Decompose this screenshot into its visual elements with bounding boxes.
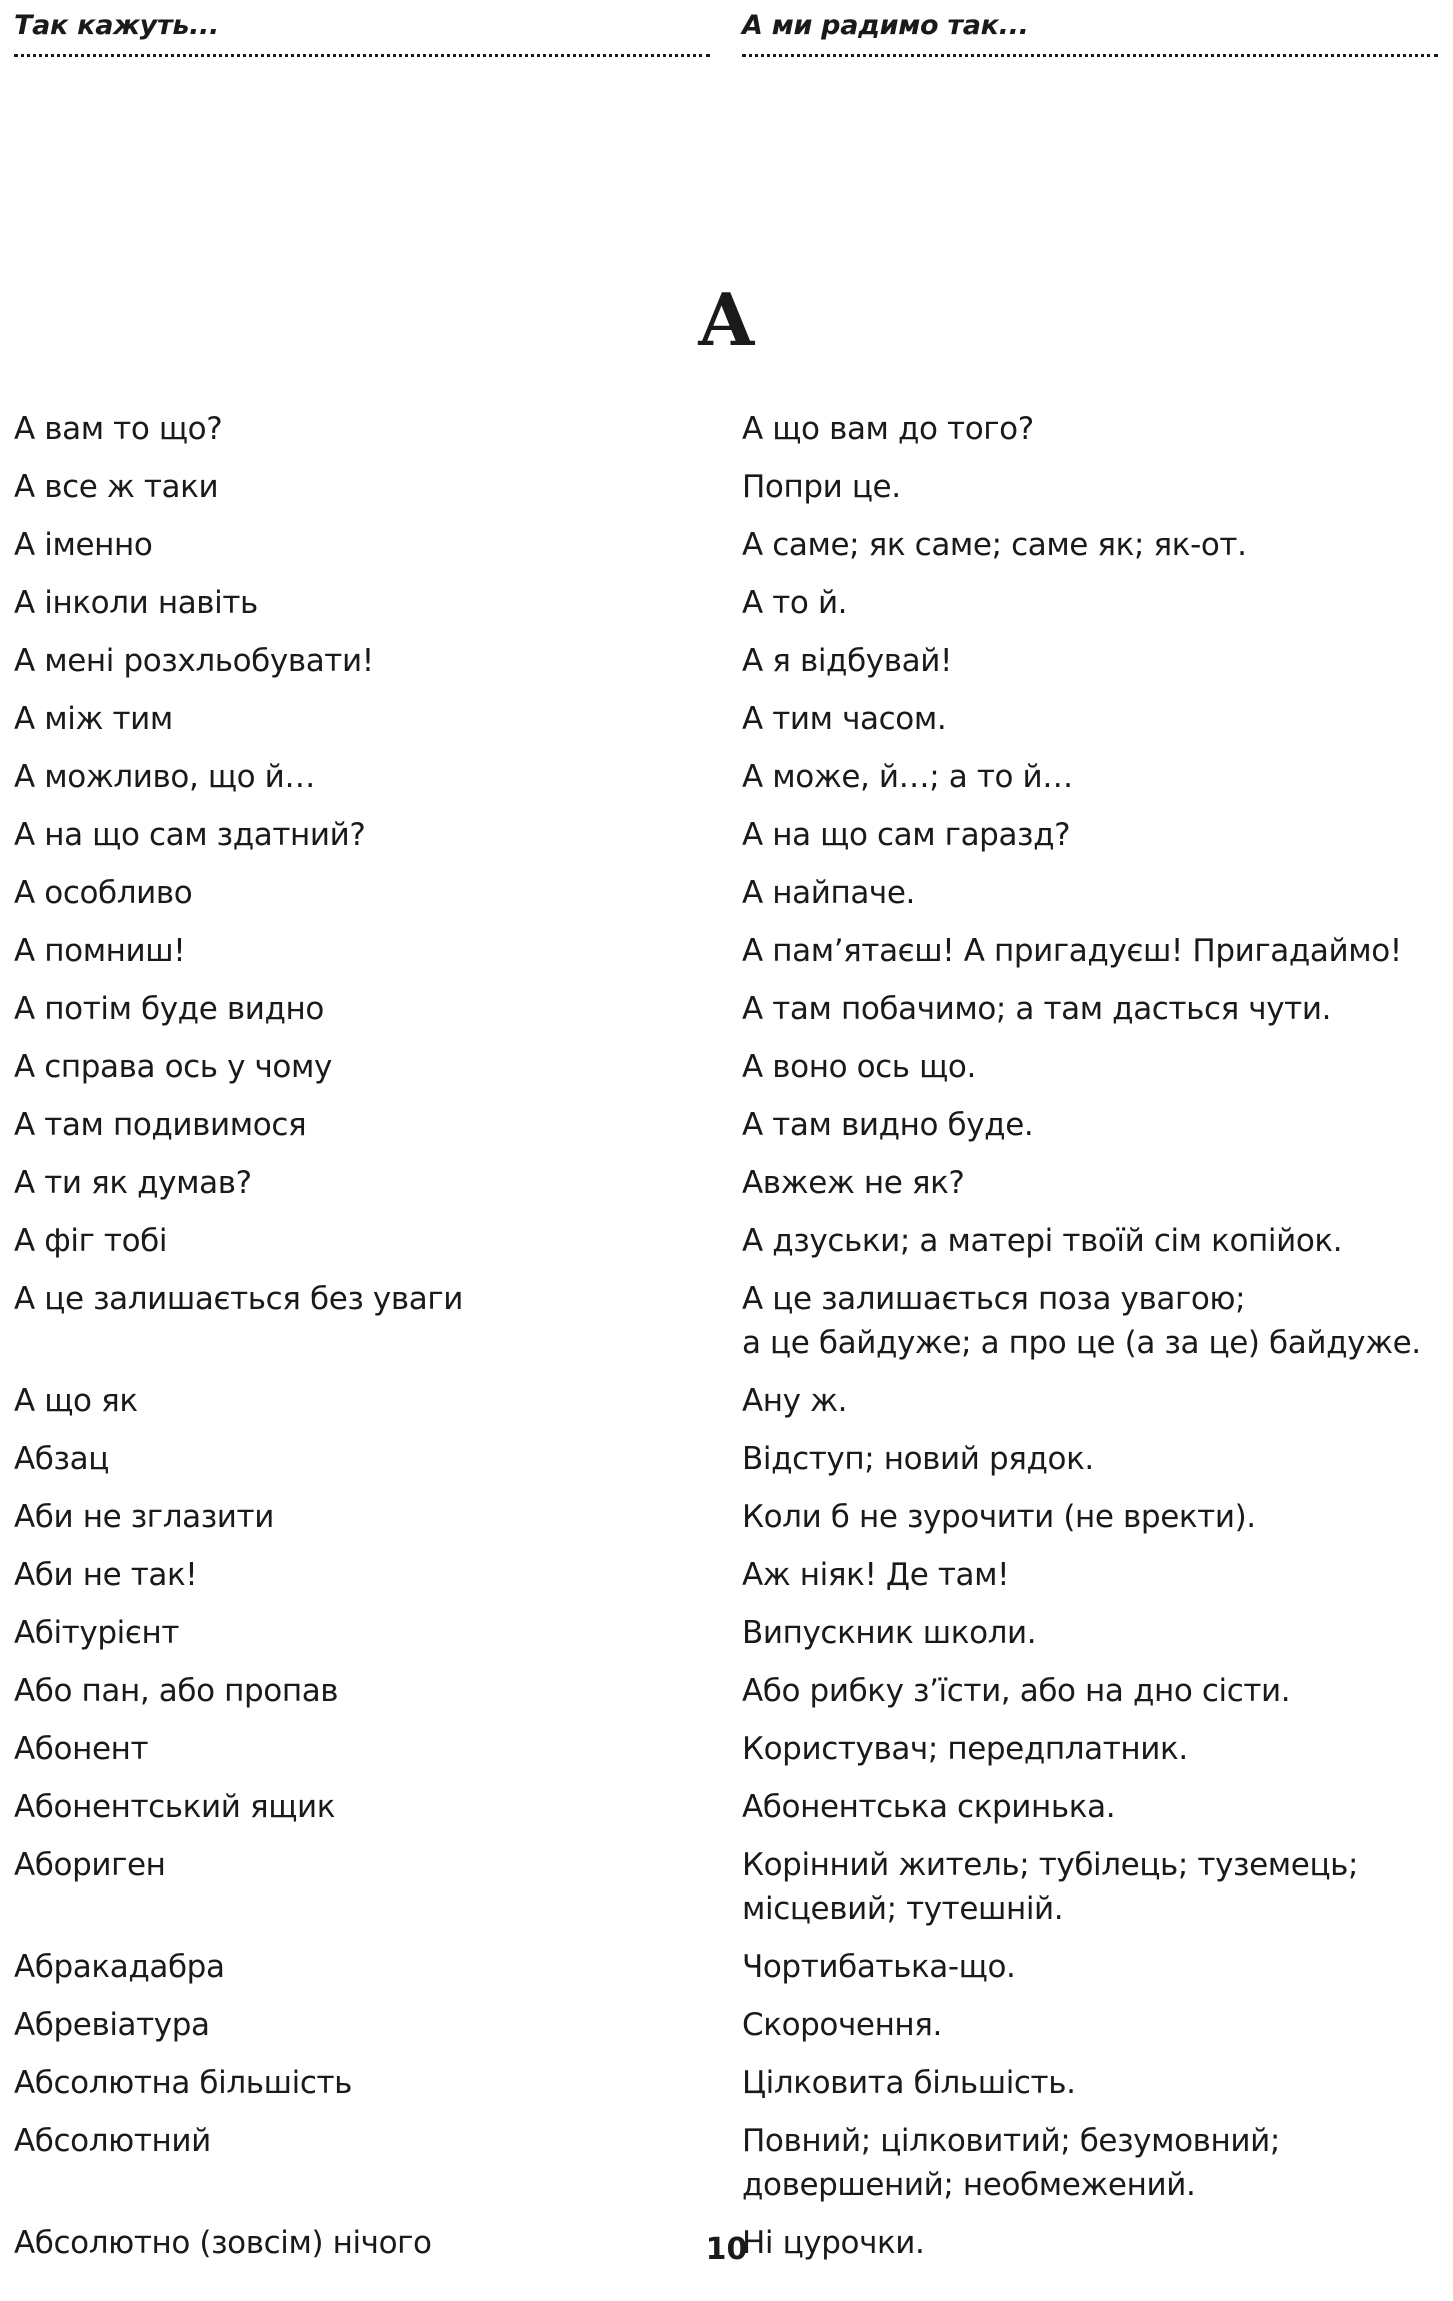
entry-row — [14, 468, 1444, 509]
header-right-label: А ми радимо так... — [742, 10, 1029, 41]
entry-row — [14, 1730, 1444, 1771]
entry-translation: Повний; цілковитий; безумовний; довершений; необмежений. — [742, 2123, 1280, 2203]
section-letter: А — [697, 277, 756, 362]
entry-term: А справа ось у чому — [14, 1049, 332, 1085]
entry-row — [14, 990, 1444, 1031]
entry-translation: Або рибку з’їсти, або на дно сісти. — [742, 1673, 1291, 1709]
entry-term: Абітурієнт — [14, 1615, 179, 1651]
header-right-dotted-rule — [742, 54, 1438, 57]
page-number: 10 — [705, 2232, 748, 2267]
entry-row — [14, 1846, 1444, 1931]
entry-translation: А тим часом. — [742, 701, 947, 737]
entry-term: А іменно — [14, 527, 153, 563]
header-left-column — [14, 8, 710, 57]
entry-translation: Скорочення. — [742, 2007, 943, 2043]
entry-term: Абсолютний — [14, 2123, 211, 2159]
entry-term: А ти як думав? — [14, 1165, 252, 1201]
entry-translation: А на що сам гаразд? — [742, 817, 1071, 853]
entry-term: Абракадабра — [14, 1949, 225, 1985]
entry-translation: Користувач; передплатник. — [742, 1731, 1188, 1767]
entry-row — [14, 874, 1444, 915]
entry-term: А це залишається без уваги — [14, 1281, 463, 1317]
entry-row — [14, 700, 1444, 741]
header-right-column — [742, 8, 1438, 57]
entry-term: Абсолютна більшість — [14, 2065, 352, 2101]
entry-row — [14, 2064, 1444, 2105]
entry-translation: Аж ніяк! Де там! — [742, 1557, 1010, 1593]
entry-translation: Цілковита більшість. — [742, 2065, 1076, 2101]
entry-row — [14, 816, 1444, 857]
entry-row — [14, 1106, 1444, 1147]
entry-translation: А найпаче. — [742, 875, 915, 911]
entry-translation: А це залишається поза увагою; а це байдуже; а про це (а за це) байдуже. — [742, 1281, 1421, 1361]
entry-term: Абсолютно (зовсім) нічого — [14, 2225, 432, 2261]
entry-row — [14, 526, 1444, 567]
entry-row — [14, 1164, 1444, 1205]
entry-term: А там подивимося — [14, 1107, 307, 1143]
entry-row — [14, 1222, 1444, 1263]
entry-translation: А воно ось що. — [742, 1049, 976, 1085]
entry-translation: Попри це. — [742, 469, 901, 505]
entry-row — [14, 1788, 1444, 1829]
entry-translation: А дзуськи; а матері твоїй сім копійок. — [742, 1223, 1343, 1259]
entry-list — [14, 410, 1444, 2282]
entry-row — [14, 932, 1444, 973]
entry-translation: А саме; як саме; саме як; як-от. — [742, 527, 1247, 563]
entry-term: А особливо — [14, 875, 193, 911]
entry-translation: Випускник школи. — [742, 1615, 1037, 1651]
entry-row — [14, 758, 1444, 799]
entry-translation: А я відбувай! — [742, 643, 952, 679]
entry-translation: Корінний житель; тубілець; туземець; місцевий; тутешній. — [742, 1847, 1359, 1927]
entry-row — [14, 1498, 1444, 1539]
entry-term: Абзац — [14, 1441, 109, 1477]
entry-translation: А там видно буде. — [742, 1107, 1034, 1143]
entry-row — [14, 1948, 1444, 1989]
entry-row — [14, 1672, 1444, 1713]
header-left-dotted-rule — [14, 54, 710, 57]
entry-term: Абонент — [14, 1731, 149, 1767]
entry-term: А помниш! — [14, 933, 186, 969]
entry-term: А що як — [14, 1383, 138, 1419]
entry-translation: А що вам до того? — [742, 411, 1034, 447]
entry-translation: Коли б не зурочити (не вректи). — [742, 1499, 1256, 1535]
entry-term: Абонентський ящик — [14, 1789, 336, 1825]
entry-term: А фіг тобі — [14, 1223, 168, 1259]
entry-translation: Ану ж. — [742, 1383, 848, 1419]
entry-translation: А там побачимо; а там дасться чути. — [742, 991, 1332, 1027]
page-header — [14, 8, 1439, 60]
entry-term: Аби не так! — [14, 1557, 198, 1593]
entry-row — [14, 1048, 1444, 1089]
entry-term: Абориген — [14, 1847, 166, 1883]
entry-translation: А то й. — [742, 585, 848, 621]
entry-translation: Чортибатька-що. — [742, 1949, 1016, 1985]
entry-row — [14, 2006, 1444, 2047]
entry-row — [14, 2122, 1444, 2207]
entry-translation: Авжеж не як? — [742, 1165, 965, 1201]
entry-translation: Відступ; новий рядок. — [742, 1441, 1094, 1477]
entry-term: А на що сам здатний? — [14, 817, 366, 853]
entry-translation: А може, й…; а то й… — [742, 759, 1073, 795]
entry-term: А можливо, що й… — [14, 759, 316, 795]
entry-term: А мені розхльобувати! — [14, 643, 374, 679]
entry-term: А вам то що? — [14, 411, 223, 447]
entry-term: Абревіатура — [14, 2007, 210, 2043]
entry-term: Або пан, або пропав — [14, 1673, 339, 1709]
entry-term: А все ж таки — [14, 469, 219, 505]
entry-row — [14, 1440, 1444, 1481]
entry-term: А інколи навіть — [14, 585, 258, 621]
entry-row — [14, 584, 1444, 625]
entry-row — [14, 410, 1444, 451]
entry-translation: Ні цурочки. — [742, 2225, 925, 2261]
entry-row — [14, 1556, 1444, 1597]
header-left-label: Так кажуть... — [14, 10, 219, 41]
entry-row — [14, 1280, 1444, 1365]
entry-translation: Абонентська скринька. — [742, 1789, 1116, 1825]
entry-row — [14, 1614, 1444, 1655]
entry-term: А потім буде видно — [14, 991, 324, 1027]
entry-row — [14, 642, 1444, 683]
entry-row — [14, 1382, 1444, 1423]
entry-translation: А пам’ятаєш! А пригадуєш! Пригадаймо! — [742, 933, 1402, 969]
entry-term: Аби не зглазити — [14, 1499, 274, 1535]
entry-term: А між тим — [14, 701, 173, 737]
